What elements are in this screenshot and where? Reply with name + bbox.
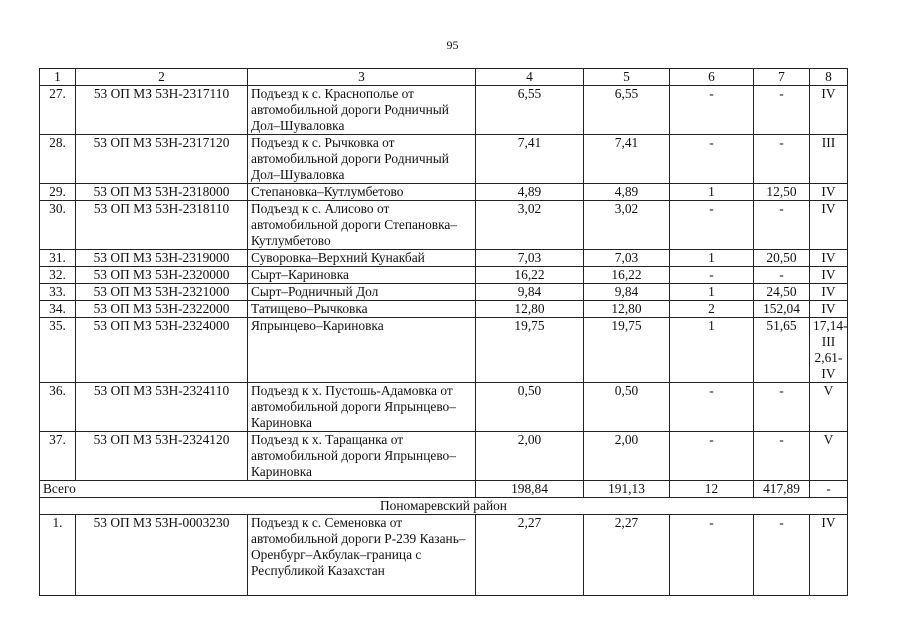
cell-col5: 7,41 — [584, 135, 670, 184]
header-cell: 7 — [754, 69, 810, 86]
cell-col8: IV — [810, 284, 848, 301]
total-col8: - — [810, 481, 848, 498]
table-row — [40, 301, 848, 318]
row-number: 30. — [40, 201, 76, 250]
header-cell: 8 — [810, 69, 848, 86]
total-label: Всего — [40, 481, 476, 498]
cell-col6: - — [670, 383, 754, 432]
road-code: 53 ОП МЗ 53Н-2318110 — [76, 201, 248, 250]
cell-col6: - — [670, 86, 754, 135]
row-number: 35. — [40, 318, 76, 383]
cell-col7: - — [754, 201, 810, 250]
row-number: 28. — [40, 135, 76, 184]
cell-col6: 1 — [670, 250, 754, 267]
cell-col8: V — [810, 432, 848, 481]
row-number: 27. — [40, 86, 76, 135]
cell-col5: 6,55 — [584, 86, 670, 135]
road-code: 53 ОП МЗ 53Н-2324110 — [76, 383, 248, 432]
road-code: 53 ОП МЗ 53Н-2324120 — [76, 432, 248, 481]
road-code: 53 ОП МЗ 53Н-2321000 — [76, 284, 248, 301]
table-row — [40, 318, 848, 383]
cell-col6: - — [670, 267, 754, 284]
row-number: 37. — [40, 432, 76, 481]
cell-col5: 3,02 — [584, 201, 670, 250]
table-row — [40, 515, 848, 596]
cell-col7: - — [754, 383, 810, 432]
cell-col7: - — [754, 86, 810, 135]
cell-col8: IV — [810, 267, 848, 284]
cell-col4: 16,22 — [476, 267, 584, 284]
cell-col4: 0,50 — [476, 383, 584, 432]
cell-col4: 19,75 — [476, 318, 584, 383]
road-name: Подъезд к с. Краснополье от автомобильной дороги Родничный Дол–Шуваловка — [248, 86, 476, 135]
table-header-row — [40, 69, 848, 86]
road-code: 53 ОП МЗ 53Н-2320000 — [76, 267, 248, 284]
table-row — [40, 86, 848, 135]
row-number: 29. — [40, 184, 76, 201]
road-name: Япрынцево–Кариновка — [248, 318, 476, 383]
road-name: Суворовка–Верхний Кунакбай — [248, 250, 476, 267]
cell-col6: - — [670, 201, 754, 250]
total-col6: 12 — [670, 481, 754, 498]
cell-col6: 1 — [670, 184, 754, 201]
road-name: Подъезд к с. Семеновка от автомобильной дороги Р-239 Казань–Оренбург–Акбулак–граница с Республикой Казахстан — [248, 515, 476, 596]
row-number: 1. — [40, 515, 76, 596]
cell-col7: 152,04 — [754, 301, 810, 318]
road-name: Подъезд к с. Рычковка от автомобильной дороги Родничный Дол–Шуваловка — [248, 135, 476, 184]
cell-col8: IV — [810, 86, 848, 135]
header-cell: 5 — [584, 69, 670, 86]
cell-col4: 4,89 — [476, 184, 584, 201]
cell-col6: 2 — [670, 301, 754, 318]
cell-col4: 2,27 — [476, 515, 584, 596]
cell-col5: 7,03 — [584, 250, 670, 267]
header-cell: 6 — [670, 69, 754, 86]
road-code: 53 ОП МЗ 53Н-2317110 — [76, 86, 248, 135]
cell-col4: 9,84 — [476, 284, 584, 301]
row-number: 36. — [40, 383, 76, 432]
road-name: Подъезд к х. Пустошь-Адамовка от автомобильной дороги Япрынцево–Кариновка — [248, 383, 476, 432]
cell-col8: V — [810, 383, 848, 432]
section-title: Пономаревский район — [40, 498, 848, 515]
road-name: Подъезд к х. Таращанка от автомобильной дороги Япрынцево–Кариновка — [248, 432, 476, 481]
section-row — [40, 498, 848, 515]
row-number: 32. — [40, 267, 76, 284]
cell-col6: 1 — [670, 318, 754, 383]
road-name: Сырт–Кариновка — [248, 267, 476, 284]
page-number: 95 — [446, 38, 459, 52]
table-row — [40, 250, 848, 267]
total-row — [40, 481, 848, 498]
road-name: Татищево–Рычковка — [248, 301, 476, 318]
road-name: Сырт–Родничный Дол — [248, 284, 476, 301]
road-code: 53 ОП МЗ 53Н-2324000 — [76, 318, 248, 383]
header-cell: 1 — [40, 69, 76, 86]
road-code: 53 ОП МЗ 53Н-2318000 — [76, 184, 248, 201]
cell-col8: IV — [810, 301, 848, 318]
cell-col4: 3,02 — [476, 201, 584, 250]
cell-col4: 7,41 — [476, 135, 584, 184]
row-number: 31. — [40, 250, 76, 267]
cell-col7: - — [754, 515, 810, 596]
cell-col8: IV — [810, 515, 848, 596]
cell-col7: 51,65 — [754, 318, 810, 383]
grade-part: 17,14-III — [813, 318, 848, 349]
cell-col5: 2,27 — [584, 515, 670, 596]
cell-col4: 12,80 — [476, 301, 584, 318]
cell-col5: 4,89 — [584, 184, 670, 201]
cell-col6: - — [670, 135, 754, 184]
cell-col5: 19,75 — [584, 318, 670, 383]
cell-col5: 0,50 — [584, 383, 670, 432]
roads-table — [39, 68, 848, 596]
road-code: 53 ОП МЗ 53Н-0003230 — [76, 515, 248, 596]
cell-col5: 9,84 — [584, 284, 670, 301]
cell-col7: - — [754, 432, 810, 481]
table-row — [40, 135, 848, 184]
row-number: 33. — [40, 284, 76, 301]
cell-col5: 12,80 — [584, 301, 670, 318]
cell-col6: - — [670, 515, 754, 596]
cell-col8: IV — [810, 184, 848, 201]
cell-col4: 2,00 — [476, 432, 584, 481]
row-number: 34. — [40, 301, 76, 318]
table-row — [40, 267, 848, 284]
table-row — [40, 201, 848, 250]
cell-col5: 16,22 — [584, 267, 670, 284]
header-cell: 4 — [476, 69, 584, 86]
table-row — [40, 383, 848, 432]
cell-col4: 7,03 — [476, 250, 584, 267]
cell-col7: 12,50 — [754, 184, 810, 201]
cell-col8: IV — [810, 250, 848, 267]
cell-col5: 2,00 — [584, 432, 670, 481]
header-cell: 2 — [76, 69, 248, 86]
total-col5: 191,13 — [584, 481, 670, 498]
cell-col7: - — [754, 135, 810, 184]
road-code: 53 ОП МЗ 53Н-2317120 — [76, 135, 248, 184]
cell-col4: 6,55 — [476, 86, 584, 135]
total-col7: 417,89 — [754, 481, 810, 498]
cell-col6: 1 — [670, 284, 754, 301]
road-code: 53 ОП МЗ 53Н-2322000 — [76, 301, 248, 318]
cell-col7: 20,50 — [754, 250, 810, 267]
road-name: Подъезд к с. Алисово от автомобильной дороги Степановка–Кутлумбетово — [248, 201, 476, 250]
cell-col8: IV — [810, 201, 848, 250]
table-row — [40, 184, 848, 201]
road-code: 53 ОП МЗ 53Н-2319000 — [76, 250, 248, 267]
road-name: Степановка–Кутлумбетово — [248, 184, 476, 201]
header-cell: 3 — [248, 69, 476, 86]
grade-part: 2,61-IV — [814, 350, 843, 381]
cell-col8: III — [810, 135, 848, 184]
cell-col6: - — [670, 432, 754, 481]
table-row — [40, 284, 848, 301]
table-row — [40, 432, 848, 481]
cell-col8 — [810, 318, 848, 383]
total-col4: 198,84 — [476, 481, 584, 498]
cell-col7: 24,50 — [754, 284, 810, 301]
cell-col7: - — [754, 267, 810, 284]
